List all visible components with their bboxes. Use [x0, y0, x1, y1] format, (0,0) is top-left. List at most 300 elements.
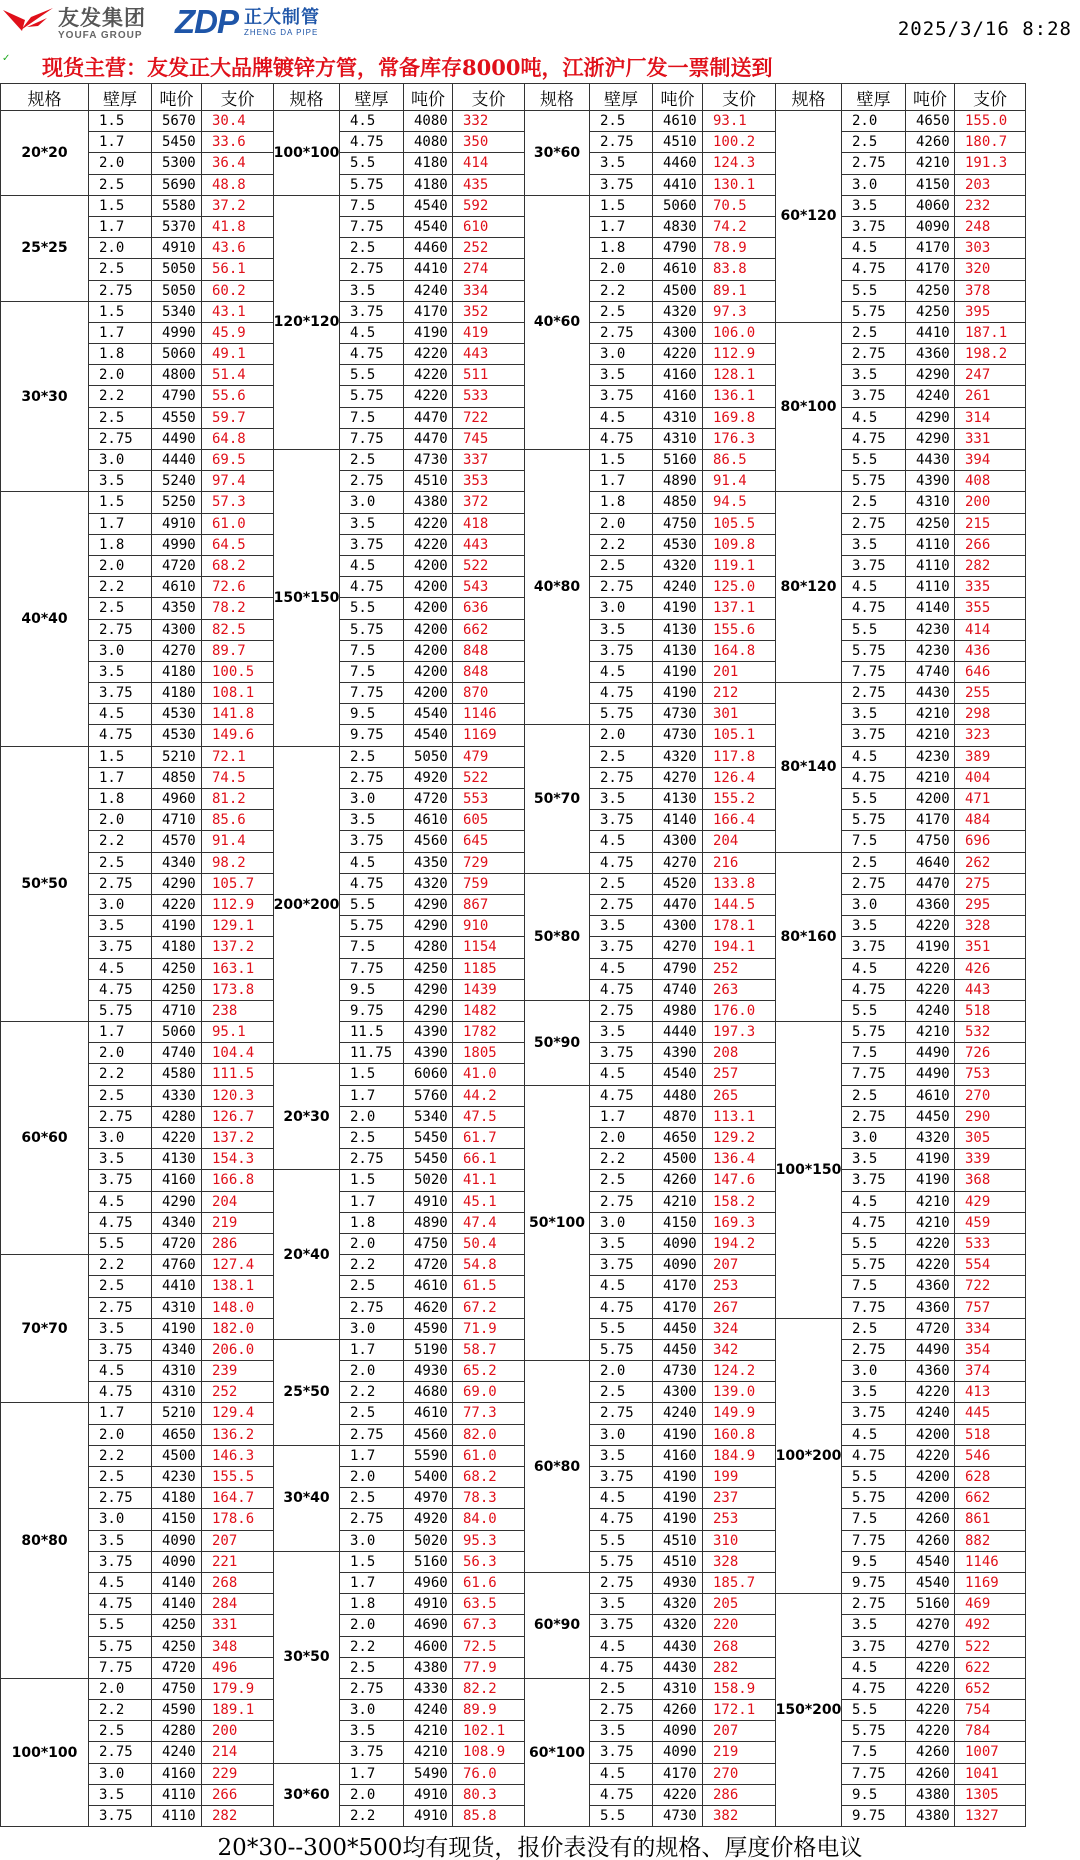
ton-price-cell: 4200	[906, 789, 955, 810]
piece-price-cell: 78.9	[703, 238, 776, 259]
piece-price-cell: 44.2	[453, 1086, 525, 1107]
ton-price-cell: 4320	[906, 1128, 955, 1149]
wall-thickness-cell: 3.0	[89, 895, 152, 916]
wall-thickness-cell: 11.75	[340, 1043, 404, 1064]
wall-thickness-cell: 2.75	[89, 874, 152, 895]
ton-price-cell: 4170	[906, 238, 955, 259]
brand-name-en: ZHENG DA PIPE	[244, 28, 319, 37]
wall-thickness-cell: 1.7	[340, 1573, 404, 1594]
ton-price-cell: 4390	[404, 1043, 453, 1064]
wall-thickness-cell: 4.5	[842, 408, 906, 429]
wall-thickness-cell: 3.75	[842, 217, 906, 238]
piece-price-cell: 60.2	[202, 281, 274, 302]
wall-thickness-cell: 3.0	[340, 492, 404, 513]
ton-price-cell: 4360	[906, 1361, 955, 1382]
piece-price-cell: 335	[955, 577, 1026, 598]
spec-cell: 20*20	[1, 111, 89, 196]
wall-thickness-cell: 2.0	[340, 1234, 404, 1255]
wall-thickness-cell: 7.75	[842, 1531, 906, 1552]
wall-thickness-cell: 4.5	[340, 111, 404, 132]
column-header: 吨价	[906, 84, 955, 111]
piece-price-cell: 69.0	[453, 1382, 525, 1403]
wall-thickness-cell: 2.5	[340, 1658, 404, 1679]
wall-thickness-cell: 2.75	[590, 323, 653, 344]
spec-cell: 100*100	[274, 111, 340, 196]
wall-thickness-cell: 3.5	[89, 1149, 152, 1170]
ton-price-cell: 4170	[653, 1764, 703, 1785]
spec-cell: 70*70	[1, 1255, 89, 1403]
piece-price-cell: 126.4	[703, 768, 776, 789]
wall-thickness-cell: 2.75	[590, 1192, 653, 1213]
piece-price-cell: 263	[703, 980, 776, 1001]
spec-cell: 80*100	[776, 323, 842, 493]
piece-price-cell: 200	[955, 492, 1026, 513]
wall-thickness-cell: 3.75	[842, 556, 906, 577]
ton-price-cell: 4910	[404, 1192, 453, 1213]
wall-thickness-cell: 2.75	[842, 683, 906, 704]
ton-price-cell: 4110	[906, 556, 955, 577]
ton-price-cell: 4210	[906, 1213, 955, 1234]
ton-price-cell: 4290	[404, 916, 453, 937]
piece-price-cell: 112.9	[202, 895, 274, 916]
piece-price-cell: 722	[955, 1276, 1026, 1297]
ton-price-cell: 4850	[653, 492, 703, 513]
wall-thickness-cell: 3.5	[89, 1785, 152, 1806]
piece-price-cell: 282	[955, 556, 1026, 577]
ton-price-cell: 4360	[906, 895, 955, 916]
piece-price-cell: 239	[202, 1361, 274, 1382]
piece-price-cell: 443	[453, 344, 525, 365]
piece-price-cell: 58.7	[453, 1340, 525, 1361]
piece-price-cell: 208	[703, 1043, 776, 1064]
wall-thickness-cell: 2.0	[340, 1107, 404, 1128]
ton-price-cell: 4130	[653, 789, 703, 810]
ton-price-cell: 4610	[404, 810, 453, 831]
wall-thickness-cell: 4.75	[89, 980, 152, 1001]
wall-thickness-cell: 3.5	[590, 916, 653, 937]
wall-thickness-cell: 1.7	[340, 1340, 404, 1361]
spec-cell: 60*100	[525, 1679, 590, 1827]
wall-thickness-cell: 9.75	[842, 1573, 906, 1594]
spec-cell: 60*90	[525, 1573, 590, 1679]
ton-price-cell: 4130	[653, 620, 703, 641]
wall-thickness-cell: 2.5	[340, 1488, 404, 1509]
ton-price-cell: 4710	[152, 1001, 202, 1022]
piece-price-cell: 492	[955, 1615, 1026, 1636]
piece-price-cell: 459	[955, 1213, 1026, 1234]
wall-thickness-cell: 2.5	[842, 1319, 906, 1340]
ton-price-cell: 4410	[152, 1276, 202, 1297]
wall-thickness-cell: 2.75	[590, 1700, 653, 1721]
wall-thickness-cell: 3.5	[842, 1149, 906, 1170]
ton-price-cell: 4220	[152, 1128, 202, 1149]
spec-cell: 200*200	[274, 747, 340, 1065]
datetime: 2025/3/16 8:28	[897, 18, 1072, 40]
piece-price-cell: 533	[955, 1234, 1026, 1255]
wall-thickness-cell: 4.75	[842, 259, 906, 280]
ton-price-cell: 4750	[653, 514, 703, 535]
ton-price-cell: 4220	[906, 1446, 955, 1467]
ton-price-cell: 4510	[404, 471, 453, 492]
ton-price-cell: 4350	[152, 598, 202, 619]
ton-price-cell: 4180	[152, 662, 202, 683]
ton-price-cell: 4270	[152, 641, 202, 662]
wall-thickness-cell: 3.5	[590, 1446, 653, 1467]
wall-thickness-cell: 2.0	[590, 514, 653, 535]
ton-price-cell: 4390	[404, 1022, 453, 1043]
ton-price-cell: 4930	[404, 1361, 453, 1382]
ton-price-cell: 4250	[152, 959, 202, 980]
ton-price-cell: 4380	[404, 1658, 453, 1679]
ton-price-cell: 4300	[653, 323, 703, 344]
ton-price-cell: 4220	[906, 1234, 955, 1255]
piece-price-cell: 265	[703, 1086, 776, 1107]
wall-thickness-cell: 2.75	[842, 514, 906, 535]
piece-price-cell: 350	[453, 132, 525, 153]
ton-price-cell: 4220	[906, 1658, 955, 1679]
ton-price-cell: 4330	[404, 1679, 453, 1700]
piece-price-cell: 419	[453, 323, 525, 344]
wall-thickness-cell: 7.5	[842, 1742, 906, 1763]
ton-price-cell: 4760	[152, 1255, 202, 1276]
spec-cell: 120*120	[274, 196, 340, 450]
piece-price-cell: 253	[703, 1509, 776, 1530]
wall-thickness-cell: 3.5	[590, 620, 653, 641]
wall-thickness-cell: 4.75	[590, 1785, 653, 1806]
piece-price-cell: 43.1	[202, 302, 274, 323]
ton-price-cell: 4200	[906, 1425, 955, 1446]
wall-thickness-cell: 2.0	[590, 725, 653, 746]
ton-price-cell: 4730	[404, 450, 453, 471]
wall-thickness-cell: 2.2	[89, 386, 152, 407]
ton-price-cell: 4310	[906, 492, 955, 513]
piece-price-cell: 154.3	[202, 1149, 274, 1170]
spec-cell: 25*50	[274, 1340, 340, 1446]
wall-thickness-cell: 4.5	[590, 1064, 653, 1085]
ton-price-cell: 4260	[653, 1700, 703, 1721]
piece-price-cell: 129.4	[202, 1403, 274, 1424]
ton-price-cell: 4300	[653, 1382, 703, 1403]
piece-price-cell: 1146	[453, 704, 525, 725]
ton-price-cell: 4190	[653, 1467, 703, 1488]
wall-thickness-cell: 4.5	[842, 1658, 906, 1679]
piece-price-cell: 389	[955, 747, 1026, 768]
ton-price-cell: 4530	[152, 704, 202, 725]
piece-price-cell: 139.0	[703, 1382, 776, 1403]
spec-cell: 40*80	[525, 450, 590, 725]
wall-thickness-cell: 4.75	[842, 1446, 906, 1467]
ton-price-cell: 4190	[152, 916, 202, 937]
ton-price-cell: 4500	[152, 1446, 202, 1467]
wall-thickness-cell: 3.5	[590, 1594, 653, 1615]
ton-price-cell: 4750	[404, 1234, 453, 1255]
ton-price-cell: 4110	[906, 577, 955, 598]
piece-price-cell: 219	[703, 1742, 776, 1763]
wall-thickness-cell: 3.5	[842, 535, 906, 556]
ton-price-cell: 5060	[653, 196, 703, 217]
piece-price-cell: 662	[955, 1488, 1026, 1509]
wall-thickness-cell: 2.2	[89, 1700, 152, 1721]
ton-price-cell: 4560	[404, 1425, 453, 1446]
ton-price-cell: 4930	[653, 1573, 703, 1594]
wall-thickness-cell: 3.0	[340, 1319, 404, 1340]
ton-price-cell: 4130	[152, 1149, 202, 1170]
ton-price-cell: 4870	[653, 1107, 703, 1128]
piece-price-cell: 80.3	[453, 1785, 525, 1806]
piece-price-cell: 98.2	[202, 853, 274, 874]
wall-thickness-cell: 2.5	[590, 1170, 653, 1191]
ton-price-cell: 4140	[152, 1573, 202, 1594]
piece-price-cell: 1305	[955, 1785, 1026, 1806]
wall-thickness-cell: 1.7	[89, 514, 152, 535]
column-header: 规格	[274, 84, 340, 111]
wall-thickness-cell: 3.75	[89, 1552, 152, 1573]
ton-price-cell: 4160	[653, 365, 703, 386]
ton-price-cell: 4250	[906, 302, 955, 323]
piece-price-cell: 77.9	[453, 1658, 525, 1679]
spec-cell: 30*60	[274, 1764, 340, 1828]
piece-price-cell: 117.8	[703, 747, 776, 768]
ton-price-cell: 4330	[152, 1086, 202, 1107]
wall-thickness-cell: 2.5	[842, 132, 906, 153]
ton-price-cell: 4240	[404, 281, 453, 302]
wall-thickness-cell: 4.5	[842, 747, 906, 768]
piece-price-cell: 137.1	[703, 598, 776, 619]
ton-price-cell: 4240	[906, 1403, 955, 1424]
column-header: 规格	[1, 84, 89, 111]
piece-price-cell: 729	[453, 853, 525, 874]
ton-price-cell: 4190	[653, 1425, 703, 1446]
wall-thickness-cell: 2.5	[590, 111, 653, 132]
wall-thickness-cell: 7.75	[340, 217, 404, 238]
ton-price-cell: 4430	[906, 450, 955, 471]
piece-price-cell: 89.7	[202, 641, 274, 662]
piece-price-cell: 511	[453, 365, 525, 386]
wall-thickness-cell: 5.75	[590, 1340, 653, 1361]
wall-thickness-cell: 7.75	[842, 1764, 906, 1785]
ton-price-cell: 4240	[653, 1403, 703, 1424]
piece-price-cell: 45.1	[453, 1192, 525, 1213]
ton-price-cell: 4200	[404, 556, 453, 577]
ton-price-cell: 5240	[152, 471, 202, 492]
wall-thickness-cell: 5.5	[842, 450, 906, 471]
wall-thickness-cell: 1.5	[340, 1170, 404, 1191]
ton-price-cell: 5250	[152, 492, 202, 513]
wall-thickness-cell: 1.8	[590, 492, 653, 513]
wall-thickness-cell: 1.8	[89, 789, 152, 810]
piece-price-cell: 41.8	[202, 217, 274, 238]
piece-price-cell: 553	[453, 789, 525, 810]
wall-thickness-cell: 4.75	[340, 132, 404, 153]
piece-price-cell: 1185	[453, 959, 525, 980]
wall-thickness-cell: 3.0	[89, 450, 152, 471]
ton-price-cell: 4980	[653, 1001, 703, 1022]
ton-price-cell: 4460	[404, 238, 453, 259]
zhengda-pipe-logo	[175, 3, 320, 40]
wall-thickness-cell: 3.0	[340, 789, 404, 810]
spec-cell: 25*25	[1, 196, 89, 302]
piece-price-cell: 178.1	[703, 916, 776, 937]
piece-price-cell: 136.4	[703, 1149, 776, 1170]
ton-price-cell: 5060	[152, 344, 202, 365]
ton-price-cell: 4800	[152, 365, 202, 386]
piece-price-cell: 645	[453, 831, 525, 852]
piece-price-cell: 76.0	[453, 1764, 525, 1785]
wall-thickness-cell: 2.5	[89, 1086, 152, 1107]
piece-price-cell: 334	[453, 281, 525, 302]
ton-price-cell: 4290	[152, 1192, 202, 1213]
spec-cell: 30*30	[1, 302, 89, 493]
piece-price-cell: 266	[955, 535, 1026, 556]
ton-price-cell: 4160	[653, 1446, 703, 1467]
ton-price-cell: 5590	[404, 1446, 453, 1467]
wall-thickness-cell: 4.75	[590, 853, 653, 874]
ton-price-cell: 4230	[152, 1467, 202, 1488]
piece-price-cell: 546	[955, 1446, 1026, 1467]
piece-price-cell: 252	[202, 1382, 274, 1403]
wall-thickness-cell: 3.5	[89, 471, 152, 492]
piece-price-cell: 267	[703, 1298, 776, 1319]
piece-price-cell: 310	[703, 1531, 776, 1552]
piece-price-cell: 91.4	[202, 831, 274, 852]
ton-price-cell: 5340	[404, 1107, 453, 1128]
wall-thickness-cell: 5.75	[89, 1001, 152, 1022]
ton-price-cell: 4150	[653, 1213, 703, 1234]
wall-thickness-cell: 5.75	[842, 1022, 906, 1043]
wall-thickness-cell: 2.5	[89, 1467, 152, 1488]
piece-price-cell: 194.2	[703, 1234, 776, 1255]
piece-price-cell: 68.2	[453, 1467, 525, 1488]
piece-price-cell: 160.8	[703, 1425, 776, 1446]
piece-price-cell: 622	[955, 1658, 1026, 1679]
wall-thickness-cell: 1.7	[340, 1446, 404, 1467]
ton-price-cell: 4310	[152, 1361, 202, 1382]
wall-thickness-cell: 2.5	[590, 1382, 653, 1403]
wall-thickness-cell: 5.5	[842, 1467, 906, 1488]
spec-cell: 50*50	[1, 747, 89, 1022]
piece-price-cell: 696	[955, 831, 1026, 852]
piece-price-cell: 286	[202, 1234, 274, 1255]
ton-price-cell: 4920	[404, 1509, 453, 1530]
wall-thickness-cell: 1.8	[89, 344, 152, 365]
piece-price-cell: 1327	[955, 1806, 1026, 1827]
ton-price-cell: 4250	[152, 1637, 202, 1658]
wall-thickness-cell: 4.5	[590, 1637, 653, 1658]
spec-cell: 30*50	[274, 1552, 340, 1764]
ton-price-cell: 4160	[152, 1764, 202, 1785]
piece-price-cell: 848	[453, 641, 525, 662]
wall-thickness-cell: 3.75	[842, 386, 906, 407]
wall-thickness-cell: 5.5	[89, 1615, 152, 1636]
piece-price-cell: 55.6	[202, 386, 274, 407]
wall-thickness-cell: 4.75	[89, 1213, 152, 1234]
piece-price-cell: 323	[955, 725, 1026, 746]
zdp-logo-text: ZDP	[175, 3, 238, 40]
wall-thickness-cell: 2.5	[340, 238, 404, 259]
wall-thickness-cell: 3.0	[340, 1700, 404, 1721]
ton-price-cell: 4240	[906, 386, 955, 407]
ton-price-cell: 4320	[653, 1594, 703, 1615]
piece-price-cell: 61.0	[202, 514, 274, 535]
ton-price-cell: 4180	[404, 153, 453, 174]
ton-price-cell: 4140	[653, 810, 703, 831]
wall-thickness-cell: 2.0	[842, 111, 906, 132]
ton-price-cell: 4920	[404, 768, 453, 789]
column-header: 支价	[202, 84, 274, 111]
ton-price-cell: 4380	[404, 492, 453, 513]
piece-price-cell: 394	[955, 450, 1026, 471]
wall-thickness-cell: 7.75	[89, 1658, 152, 1679]
wall-thickness-cell: 7.75	[340, 959, 404, 980]
piece-price-cell: 404	[955, 768, 1026, 789]
ton-price-cell: 5400	[404, 1467, 453, 1488]
piece-price-cell: 848	[453, 662, 525, 683]
wall-thickness-cell: 2.75	[340, 471, 404, 492]
piece-price-cell: 64.8	[202, 429, 274, 450]
wall-thickness-cell: 2.2	[89, 1255, 152, 1276]
piece-price-cell: 179.9	[202, 1679, 274, 1700]
piece-price-cell: 204	[703, 831, 776, 852]
ton-price-cell: 4380	[906, 1806, 955, 1827]
piece-price-cell: 112.9	[703, 344, 776, 365]
ton-price-cell: 4140	[906, 598, 955, 619]
ton-price-cell: 4200	[404, 577, 453, 598]
piece-price-cell: 105.1	[703, 725, 776, 746]
spec-cell: 30*60	[525, 111, 590, 196]
piece-price-cell: 82.0	[453, 1425, 525, 1446]
spec-cell: 80*120	[776, 492, 842, 683]
spec-cell: 80*80	[1, 1403, 89, 1678]
piece-price-cell: 50.4	[453, 1234, 525, 1255]
wall-thickness-cell: 2.5	[89, 175, 152, 196]
piece-price-cell: 374	[955, 1361, 1026, 1382]
wall-thickness-cell: 2.5	[89, 853, 152, 874]
piece-price-cell: 105.5	[703, 514, 776, 535]
piece-price-cell: 418	[453, 514, 525, 535]
ton-price-cell: 4910	[152, 514, 202, 535]
ton-price-cell: 4750	[906, 831, 955, 852]
ton-price-cell: 4490	[906, 1064, 955, 1085]
piece-price-cell: 48.8	[202, 175, 274, 196]
wall-thickness-cell: 5.75	[842, 641, 906, 662]
wall-thickness-cell: 3.5	[842, 365, 906, 386]
wall-thickness-cell: 2.5	[842, 1086, 906, 1107]
ton-price-cell: 4410	[404, 259, 453, 280]
piece-price-cell: 30.4	[202, 111, 274, 132]
piece-price-cell: 111.5	[202, 1064, 274, 1085]
ton-price-cell: 4380	[906, 1785, 955, 1806]
piece-price-cell: 331	[202, 1615, 274, 1636]
piece-price-cell: 207	[202, 1531, 274, 1552]
wall-thickness-cell: 5.5	[590, 1806, 653, 1827]
wall-thickness-cell: 3.75	[340, 302, 404, 323]
wall-thickness-cell: 2.75	[89, 620, 152, 641]
ton-price-cell: 5450	[404, 1128, 453, 1149]
piece-price-cell: 382	[703, 1806, 776, 1827]
piece-price-cell: 592	[453, 196, 525, 217]
piece-price-cell: 324	[703, 1319, 776, 1340]
ton-price-cell: 4170	[653, 1298, 703, 1319]
ton-price-cell: 4710	[152, 810, 202, 831]
ton-price-cell: 4360	[906, 1298, 955, 1319]
wall-thickness-cell: 2.2	[590, 1149, 653, 1170]
ton-price-cell: 5050	[152, 259, 202, 280]
piece-price-cell: 155.6	[703, 620, 776, 641]
ton-price-cell: 4740	[906, 662, 955, 683]
banner	[0, 53, 1080, 83]
piece-price-cell: 882	[955, 1531, 1026, 1552]
piece-price-cell: 64.5	[202, 535, 274, 556]
